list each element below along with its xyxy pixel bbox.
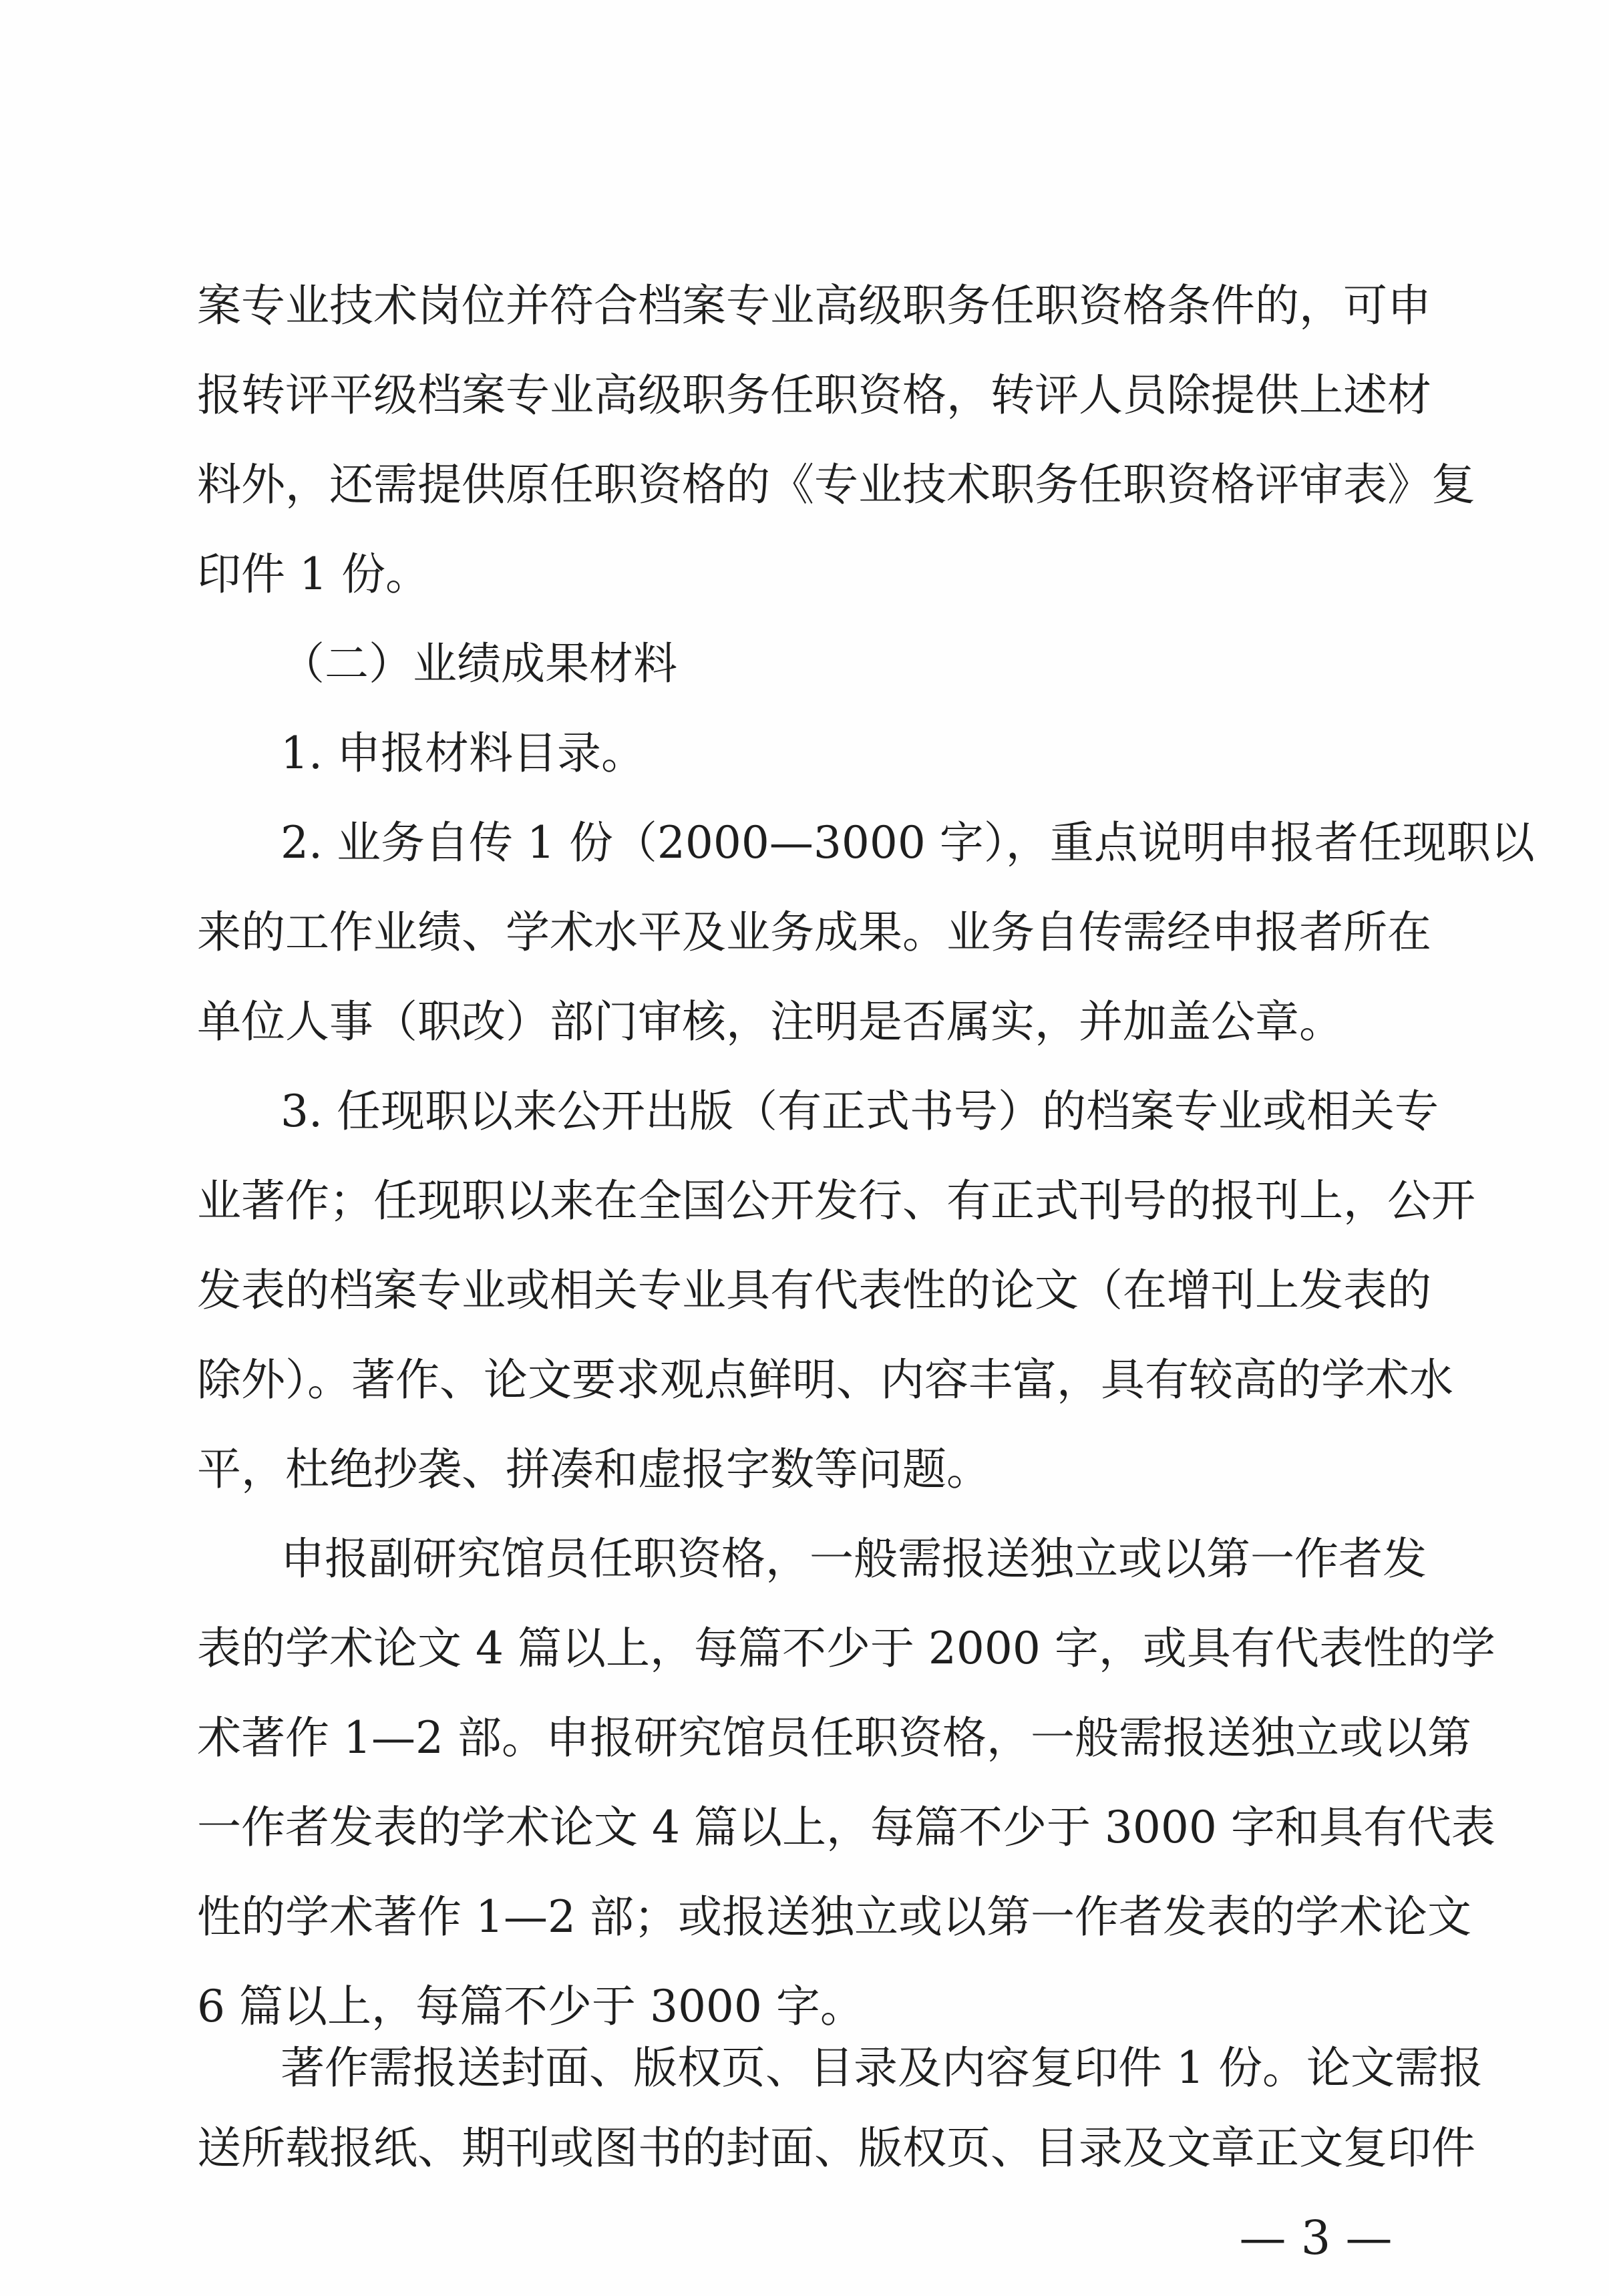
text-line: 报转评平级档案专业高级职务任职资格，转评人员除提供上述材 <box>197 369 1431 421</box>
page-number: — 3 — <box>1239 2210 1393 2265</box>
text-line: 6 篇以上，每篇不少于 3000 字。 <box>197 1981 864 2032</box>
text-line: 1. 申报材料目录。 <box>281 727 645 779</box>
text-line: 2. 业务自传 1 份（2000—3000 字），重点说明申报者任现职以 <box>281 817 1535 868</box>
text-line: 一作者发表的学术论文 4 篇以上，每篇不少于 3000 字和具有代表 <box>197 1802 1495 1853</box>
text-line: 业著作；任现职以来在全国公开发行、有正式刊号的报刊上，公开 <box>197 1175 1475 1226</box>
text-line: 3. 任现职以来公开出版（有正式书号）的档案专业或相关专 <box>281 1086 1439 1137</box>
text-line: 申报副研究馆员任职资格，一般需报送独立或以第一作者发 <box>281 1533 1427 1585</box>
text-line: 印件 1 份。 <box>197 548 429 600</box>
text-line: 平，杜绝抄袭、拼凑和虚报字数等问题。 <box>197 1444 991 1495</box>
text-line: 送所载报纸、期刊或图书的封面、版权页、目录及文章正文复印件 <box>197 2122 1475 2174</box>
text-line: 案专业技术岗位并符合档案专业高级职务任职资格条件的，可申 <box>197 280 1431 331</box>
text-line: 来的工作业绩、学术水平及业务成果。业务自传需经申报者所在 <box>197 907 1431 958</box>
text-line: 除外）。著作、论文要求观点鲜明、内容丰富，具有较高的学术水 <box>197 1354 1453 1406</box>
text-line: 术著作 1—2 部。申报研究馆员任职资格，一般需报送独立或以第 <box>197 1712 1471 1764</box>
text-line: 著作需报送封面、版权页、目录及内容复印件 1 份。论文需报 <box>281 2042 1483 2094</box>
text-line: 单位人事（职改）部门审核，注明是否属实，并加盖公章。 <box>197 996 1343 1047</box>
text-line: 料外，还需提供原任职资格的《专业技术职务任职资格评审表》复 <box>197 459 1475 510</box>
section-heading: （二）业绩成果材料 <box>281 638 677 689</box>
text-line: 表的学术论文 4 篇以上，每篇不少于 2000 字，或具有代表性的学 <box>197 1623 1495 1674</box>
text-line: 发表的档案专业或相关专业具有代表性的论文（在增刊上发表的 <box>197 1265 1431 1316</box>
text-line: 性的学术著作 1—2 部；或报送独立或以第一作者发表的学术论文 <box>197 1891 1471 1943</box>
